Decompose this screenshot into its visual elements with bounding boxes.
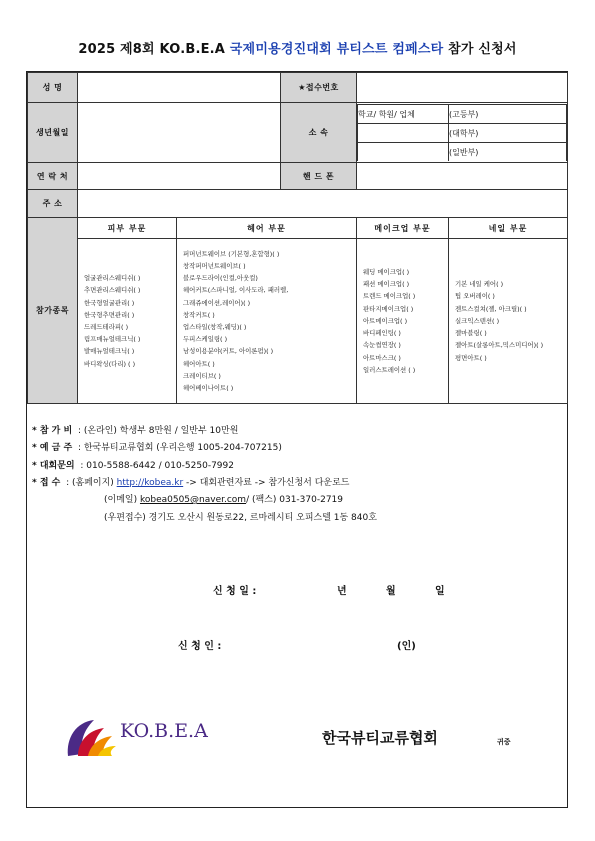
list-item[interactable]: 얼굴관리스웨디쉬( ) [84,274,141,283]
month-label: 월 [386,586,396,597]
affiliation-general[interactable]: (일반부) [449,143,567,162]
fee-text: : (온라인) 학생부 8만원 / 일반부 10만원 [77,426,239,436]
list-item[interactable]: 헤어아트( ) [183,359,215,368]
nail-category-list [449,239,568,404]
makeup-category-header: 메이크업 부문 [357,218,449,239]
submit-post: -> 대회관련자료 -> 참가신청서 다운로드 [183,478,350,488]
email-post: / (팩스) 031-370-2719 [246,495,343,505]
list-item[interactable]: 젠트스컬쳐(젤, 아크릴)( ) [455,304,527,313]
title-prefix: 2025 제8회 KO.B.E.A [78,42,230,57]
affiliation-grid [357,104,567,161]
logo-text: KO.B.E.A [120,720,208,742]
bank-row: * 예 금 주 : 한국뷰티교류협회 (우리은행 1005-204-707215) [32,443,282,453]
list-item[interactable]: 두피스케일링( ) [183,335,228,344]
list-item[interactable]: 추면관리스웨디쉬( ) [84,286,141,295]
list-item[interactable]: 한국형추면관리( ) [84,310,135,319]
inquiry-row: * 대회문의 : 010-5588-6442 / 010-5250-7992 [32,461,234,471]
list-item[interactable]: 창작커트( ) [183,310,215,319]
submit-pre: : (홈페이지) [66,478,117,488]
list-item[interactable]: 림프매뉴얼테크닉( ) [84,335,141,344]
honorific: 귀중 [497,738,511,746]
makeup-category-list [357,239,449,404]
list-item[interactable]: 패션 메이크업( ) [363,280,410,289]
year-label: 년 [337,586,347,597]
bank-label: 예 금 주 [39,443,73,453]
name-field[interactable] [78,73,281,103]
list-item[interactable]: 그래쥬에이션,레이어)( ) [183,298,251,307]
list-item[interactable]: 바디왁싱(다리) ( ) [84,359,136,368]
list-item[interactable]: 판타지메이크업( ) [363,304,414,313]
affiliation-highschool[interactable]: (고등부) [449,105,567,124]
date-label: 신 청 일 : [213,586,257,597]
list-item[interactable]: 남성이용분야(커트, 아이론펌)( ) [183,347,274,356]
email-row [104,492,343,505]
mail-row: (우편접수) 경기도 오산시 원동로22, 르마레시티 오피스텔 1동 840호 [104,513,377,523]
hair-category-list [177,239,357,404]
submit-label: 접 수 [39,478,61,488]
inquiry-label: 대회문의 [39,461,75,471]
list-item[interactable]: 일러스트레이션 ( ) [363,365,416,374]
fee-row: * 참 가 비 : (온라인) 학생부 8만원 / 일반부 10만원 [32,426,239,436]
email-link[interactable]: kobea0505@naver.com [139,495,247,505]
seal-mark: (인) [397,641,416,652]
inquiry-text: : 010-5588-6442 / 010-5250-7992 [80,461,234,471]
list-item[interactable]: 헤어커트(스파니얼, 이사도라, 패러렐, [183,286,289,295]
list-item[interactable]: 기본 네일 케어( ) [455,280,504,289]
categories-label: 참가종목 [28,218,78,404]
applicant-label: 신 청 인 : [178,641,222,652]
skin-category-header: 피부 부문 [78,218,177,239]
address-field[interactable] [78,190,568,218]
list-item[interactable]: 웨딩 메이크업( ) [363,268,410,277]
list-item[interactable]: 젤아트(살롱아트,믹스미디어)( ) [455,341,544,350]
list-item[interactable]: 아트마스크( ) [363,353,401,362]
list-item[interactable]: 한국형얼굴관리( ) [84,298,135,307]
address-label: 주 소 [28,190,78,218]
list-item[interactable]: 트렌드 메이크업( ) [363,292,416,301]
organization-name: 한국뷰티교류협회 [322,729,438,747]
email-pre: (이메일) [104,495,140,505]
list-item[interactable]: 실크익스텐션( ) [455,316,500,325]
day-label: 일 [435,586,445,597]
list-item[interactable]: 바디페인팅( ) [363,329,401,338]
affiliation-college[interactable]: (대학부) [449,124,567,143]
mobile-label: 핸 드 폰 [281,163,357,190]
title-highlight: 국제미용경진대회 뷰티스트 컴페스타 [229,42,444,57]
kobea-logo-icon [64,718,118,760]
list-item[interactable]: 드레드테라피( ) [84,323,129,331]
list-item[interactable]: 업스타일(창작,웨딩)( ) [183,323,247,331]
list-item[interactable]: 퍼머넌트웨이브 (기본형,혼합형)( ) [183,249,280,258]
affiliation-label: 소 속 [281,103,357,163]
name-label: 성 명 [28,73,78,103]
receipt-number-field[interactable] [357,73,568,103]
contact-field[interactable] [78,163,281,190]
list-item[interactable]: 블로우드라이(인컬,아웃컬) [183,274,258,283]
list-item[interactable]: 창작퍼머넌트웨이브( ) [183,261,246,270]
list-item[interactable]: 크레이티브( ) [183,371,221,380]
list-item[interactable]: 팁 오버레이( ) [455,292,495,301]
bank-text: : 한국뷰티교류협회 (우리은행 1005-204-707215) [77,443,282,453]
nail-category-header: 네일 부문 [449,218,568,239]
list-item[interactable]: 헤어베이나이트( ) [183,384,234,393]
affiliation-name-field[interactable] [358,124,449,143]
list-item[interactable]: 발매뉴얼테크닉( ) [84,347,135,356]
list-item[interactable]: 아트메이크업( ) [363,316,408,325]
mobile-field[interactable] [357,163,568,190]
receipt-number-label: ★접수번호 [281,73,357,103]
submit-row: * 접 수 : (홈페이지) http://kobea.kr -> 대회관련자료 -> 참가신청서 다운로드 [32,478,350,488]
hair-category-header: 헤어 부문 [177,218,357,239]
fee-label: 참 가 비 [39,426,73,436]
application-table [27,72,568,404]
page-title [0,38,595,57]
title-suffix: 참가 신청서 [443,42,517,57]
affiliation-type: 학교/ 학원/ 업체 [358,105,449,124]
birthdate-label: 생년월일 [28,103,78,163]
list-item[interactable]: 평면아트( ) [455,353,487,362]
list-item[interactable]: 속눈썹연장( ) [363,341,401,350]
homepage-link[interactable]: http://kobea.kr [116,478,184,488]
list-item[interactable]: 젤마블링( ) [455,329,487,338]
birthdate-field[interactable] [78,103,281,163]
contact-label: 연 락 처 [28,163,78,190]
skin-category-list [78,239,177,404]
